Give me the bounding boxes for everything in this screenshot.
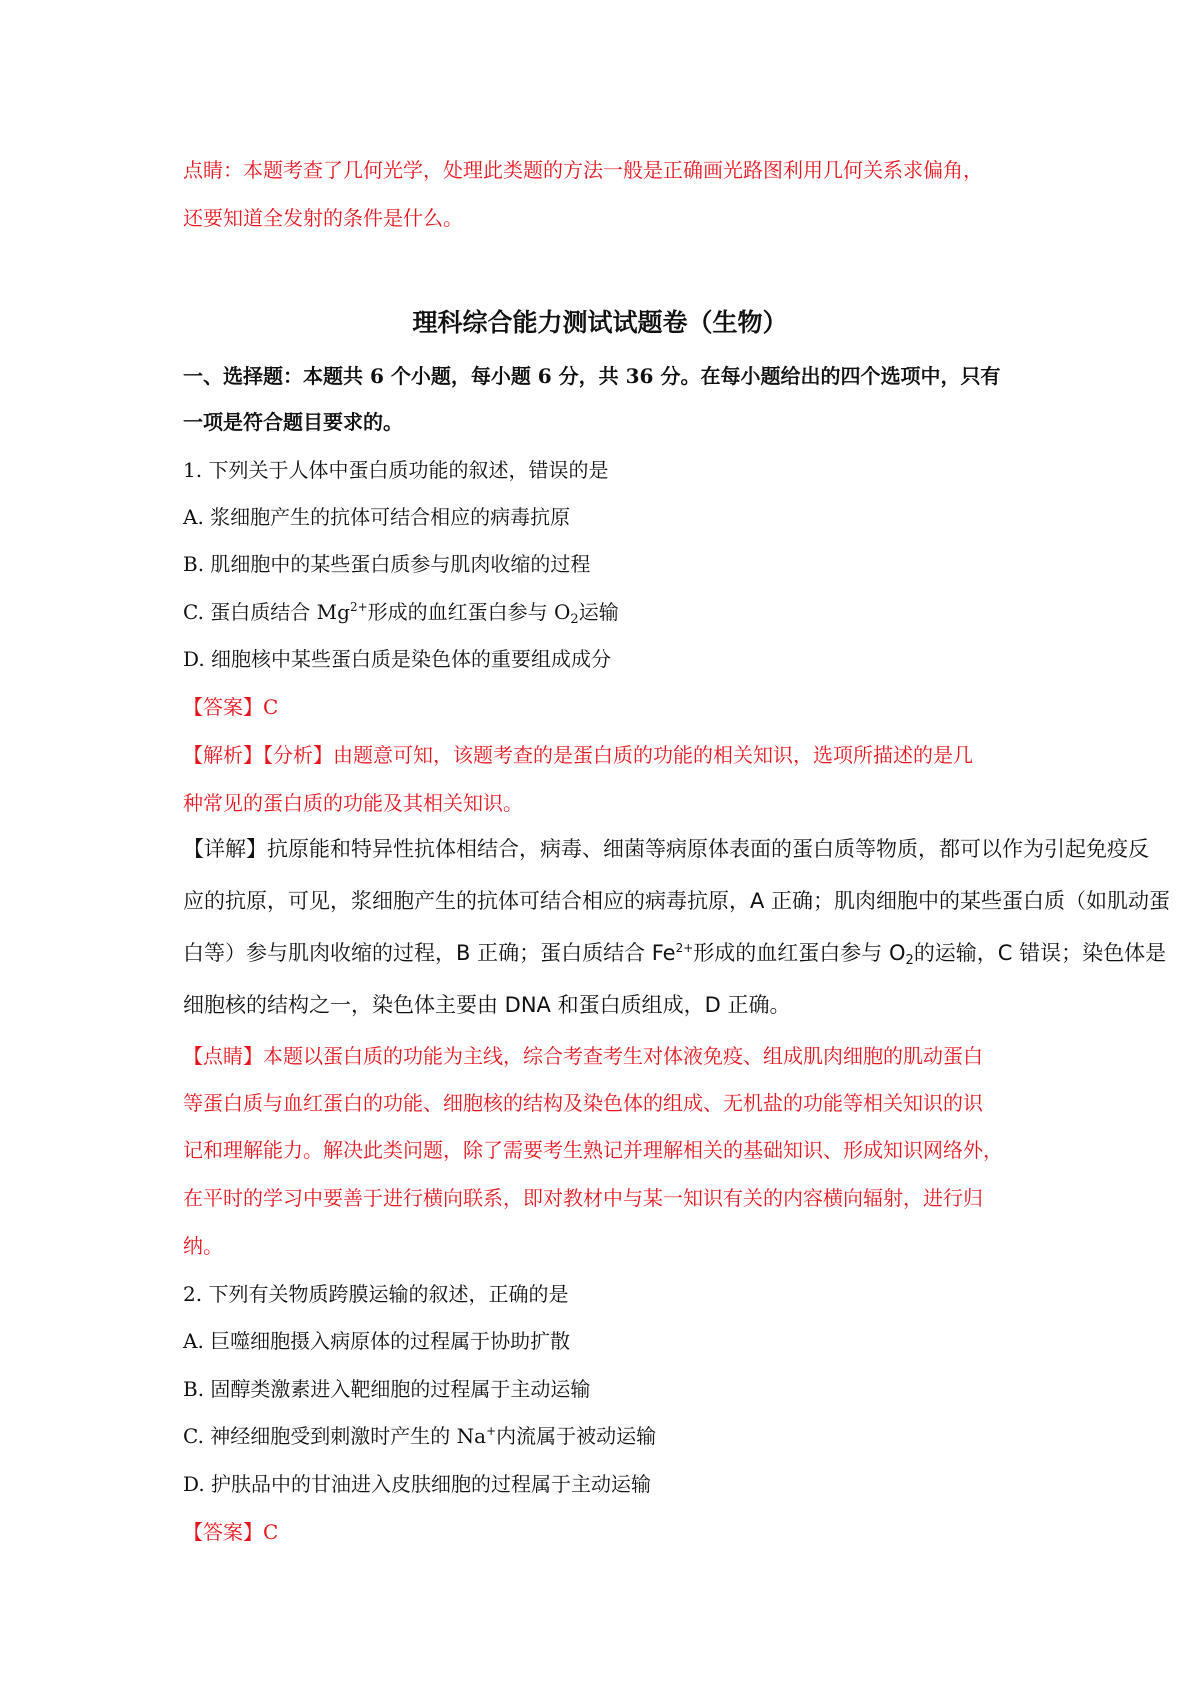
question-1-analysis-line-2: 种常见的蛋白质的功能及其相关知识。 xyxy=(183,791,523,815)
question-1-tip-line-2: 等蛋白质与血红蛋白的功能、细胞核的结构及染色体的组成、无机盐的功能等相关知识的识 xyxy=(183,1091,983,1115)
answer-label: 【答案】 xyxy=(183,1520,263,1544)
question-1-answer xyxy=(183,692,278,722)
question-1-tip-line-4: 在平时的学习中要善于进行横向联系，即对教材中与某一知识有关的内容横向辐射，进行归 xyxy=(183,1186,983,1210)
question-2-option-d: D. 护肤品中的甘油进入皮肤细胞的过程属于主动运输 xyxy=(183,1472,652,1496)
section-heading-line-1: 一、选择题：本题共 6 个小题，每小题 6 分，共 36 分。在每小题给出的四个选项中，只有 xyxy=(183,364,1001,388)
question-1-option-c: C. 蛋白质结合 $Mg^{2+}$形成的血红蛋白参与 $O_2$运输 xyxy=(183,600,619,627)
question-2-option-b: B. 固醇类激素进入靶细胞的过程属于主动运输 xyxy=(183,1377,591,1401)
page-title: 理科综合能力测试试题卷（生物） xyxy=(412,308,788,337)
tip-line-2: 还要知道全发射的条件是什么。 xyxy=(183,206,463,230)
answer-value: C xyxy=(263,695,279,719)
answer-value: C xyxy=(263,1520,279,1544)
question-2-stem: 2. 下列有关物质跨膜运输的叙述，正确的是 xyxy=(183,1282,569,1306)
answer-label: 【答案】 xyxy=(183,695,263,719)
question-1-analysis-line-1: 【解析】【分析】由题意可知，该题考查的是蛋白质的功能的相关知识，选项所描述的是几 xyxy=(183,743,973,767)
detail-label: 【详解】 xyxy=(183,837,267,861)
question-1-option-a: A. 浆细胞产生的抗体可结合相应的病毒抗原 xyxy=(183,505,571,529)
question-1-detail-line-3: 白等）参与肌肉收缩的过程，B 正确；蛋白质结合 $Fe^{2+}$形成的血红蛋白参与 $O_2$的运输，C 错误；染色体是 xyxy=(183,941,1167,968)
tip-line-1: 点睛：本题考查了几何光学，处理此类题的方法一般是正确画光路图利用几何关系求偏角， xyxy=(183,158,983,182)
question-1-tip-line-1: 【点睛】本题以蛋白质的功能为主线，综合考查考生对体液免疫、组成肌肉细胞的肌动蛋白 xyxy=(183,1044,983,1068)
question-1-stem: 1. 下列关于人体中蛋白质功能的叙述，错误的是 xyxy=(183,458,609,482)
question-1-detail-line-1: 【详解】抗原能和特异性抗体相结合，病毒、细菌等病原体表面的蛋白质等物质，都可以作为引起免疫反 xyxy=(183,837,1149,861)
question-1-option-b: B. 肌细胞中的某些蛋白质参与肌肉收缩的过程 xyxy=(183,552,591,576)
question-1-detail-line-2: 应的抗原，可见，浆细胞产生的抗体可结合相应的病毒抗原，A 正确；肌肉细胞中的某些蛋白质（如肌动蛋 xyxy=(183,889,1171,913)
section-heading-line-2: 一项是符合题目要求的。 xyxy=(183,410,403,434)
question-1-tip-line-5: 纳。 xyxy=(183,1234,223,1258)
question-2-answer xyxy=(183,1517,278,1547)
question-1-option-d: D. 细胞核中某些蛋白质是染色体的重要组成成分 xyxy=(183,647,612,671)
question-1-detail-line-4: 细胞核的结构之一，染色体主要由 DNA 和蛋白质组成，D 正确。 xyxy=(183,993,791,1017)
question-1-tip-line-3: 记和理解能力。解决此类问题，除了需要考生熟记并理解相关的基础知识、形成知识网络外， xyxy=(183,1138,1003,1162)
question-2-option-c: C. 神经细胞受到刺激时产生的 Na+内流属于被动运输 xyxy=(183,1424,657,1448)
question-2-option-a: A. 巨噬细胞摄入病原体的过程属于协助扩散 xyxy=(183,1329,571,1353)
